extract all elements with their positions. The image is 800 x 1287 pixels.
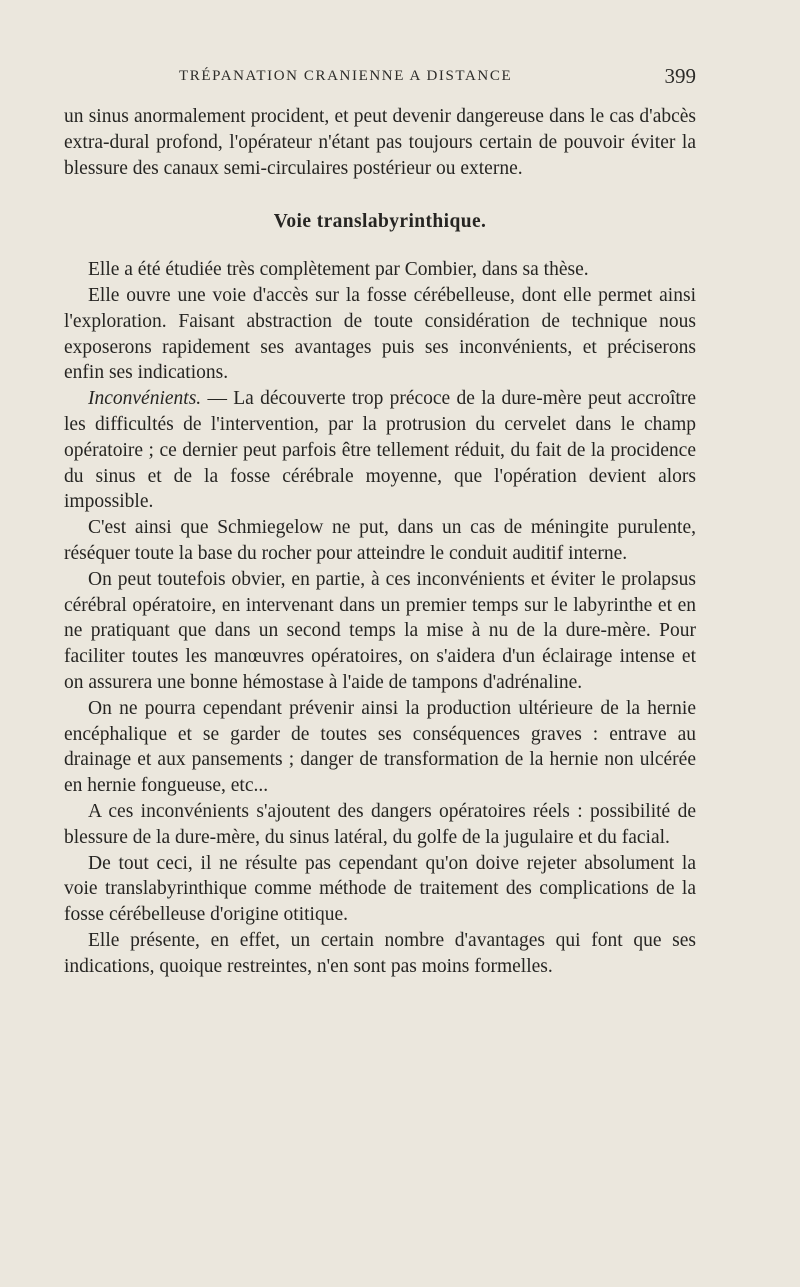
paragraph: Elle ouvre une voie d'accès sur la fosse cérébelleuse, dont elle permet ainsi l'exploration. Faisant abstraction de toute considération de technique nous exposerons rapidement ses avantages puis ses inconvénients, et préciserons enfin ses indications. bbox=[64, 284, 696, 384]
paragraph: A ces inconvénients s'ajoutent des dangers opératoires réels : possibilité de blessure de la dure-mère, du sinus latéral, du golfe de la jugulaire et du facial. bbox=[64, 800, 696, 848]
running-title: TRÉPANATION CRANIENNE A DISTANCE bbox=[179, 68, 513, 84]
paragraph: Elle a été étudiée très complètement par Combier, dans sa thèse. bbox=[88, 259, 589, 281]
section-heading: Voie translabyrinthique. bbox=[273, 211, 487, 233]
body-text bbox=[64, 104, 696, 980]
paragraph: On ne pourra cependant prévenir ainsi la production ultérieure de la hernie encéphalique et se garder de toutes ses conséquences graves : entrave au drainage et aux pansements ; danger de transformation de la hernie non ulcérée en hernie fongueuse, etc... bbox=[64, 697, 696, 797]
inconvenients-text: — La découverte trop précoce de la dure-mère peut accroître les difficultés de l'intervention, par la protrusion du cervelet dans le champ opératoire ; ce dernier peut parfois être tellement réduit, du fait de la procidence du sinus et de la fosse cérébrale moyenne, que l'opération devient alors impossible. bbox=[64, 388, 696, 513]
paragraph: C'est ainsi que Schmiegelow ne put, dans un cas de méningite purulente, réséquer toute la base du rocher pour atteindre le conduit auditif interne. bbox=[64, 517, 696, 564]
paragraph-inconvenients bbox=[64, 386, 696, 515]
paragraph: De tout ceci, il ne résulte pas cependant qu'on doive rejeter absolument la voie translabyrinthique comme méthode de traitement des complications de la fosse cérébelleuse d'origine otitique. bbox=[64, 852, 696, 926]
inconvenients-label: Inconvénients. bbox=[88, 388, 202, 410]
page-header bbox=[64, 64, 696, 88]
paragraph: On peut toutefois obvier, en partie, à ces inconvénients et éviter le prolapsus cérébral opératoire, en intervenant dans un premier temps sur le labyrinthe et en ne pratiquant que dans un second temps la mise à nu de la dure-mère. Pour faciliter toutes les manœuvres opératoires, on s'aidera d'un éclairage intense et on assurera une bonne hémostase à l'aide de tampons d'adrénaline. bbox=[64, 568, 696, 693]
page-number: 399 bbox=[664, 64, 696, 88]
paragraph: Elle présente, en effet, un certain nombre d'avantages qui font que ses indications, quoique restreintes, n'en sont pas moins formelles. bbox=[64, 929, 696, 977]
paragraph-continued: un sinus anormalement procident, et peut devenir dangereuse dans le cas d'abcès extra-dural profond, l'opérateur n'étant pas toujours certain de pouvoir éviter la blessure des canaux semi-circulaires postérieur ou externe. bbox=[64, 106, 696, 179]
